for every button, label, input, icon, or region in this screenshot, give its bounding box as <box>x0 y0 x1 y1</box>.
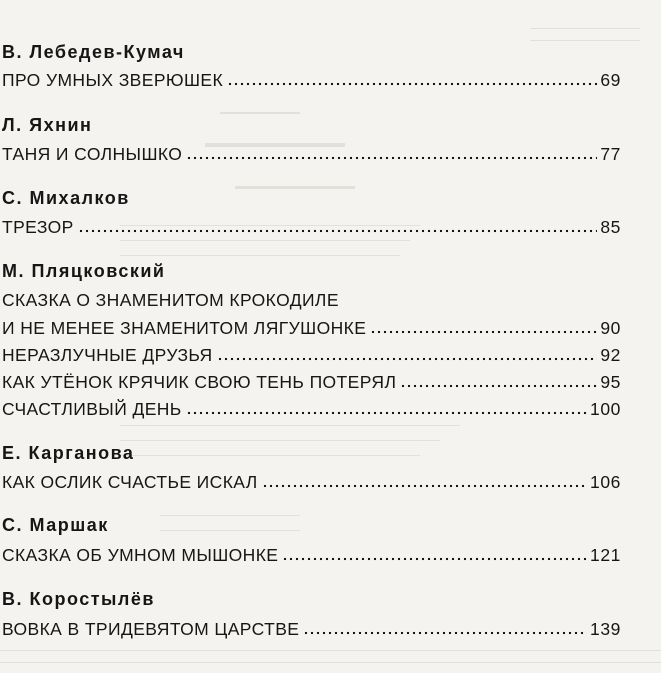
entry-page: 77 <box>600 144 621 164</box>
toc-entry[interactable] <box>2 616 621 640</box>
entry-page: 90 <box>600 318 621 338</box>
dot-leader <box>217 357 598 361</box>
entry-title: ТРЕЗОР <box>2 217 74 237</box>
entry-title: ТАНЯ И СОЛНЫШКО <box>2 144 183 164</box>
entry-page: 106 <box>590 472 621 492</box>
author-name: В. Коростылёв <box>2 589 155 609</box>
dot-leader <box>262 484 587 488</box>
dot-leader <box>400 384 597 388</box>
entry-title: И НЕ МЕНЕЕ ЗНАМЕНИТОМ ЛЯГУШОНКЕ <box>2 318 367 338</box>
dot-leader <box>227 82 597 86</box>
toc-entry[interactable] <box>2 542 621 566</box>
entry-page: 92 <box>600 345 621 365</box>
entry-page: 139 <box>590 619 621 639</box>
entry-page: 121 <box>590 545 621 565</box>
entry-title: ВОВКА В ТРИДЕВЯТОМ ЦАРСТВЕ <box>2 619 300 639</box>
entry-title-line[interactable]: СКАЗКА О ЗНАМЕНИТОМ КРОКОДИЛЕ <box>2 290 339 310</box>
entry-title: СЧАСТЛИВЫЙ ДЕНЬ <box>2 399 182 419</box>
toc-entry[interactable] <box>2 214 621 238</box>
toc-entry[interactable] <box>2 141 621 165</box>
entry-title: КАК УТЁНОК КРЯЧИК СВОЮ ТЕНЬ ПОТЕРЯЛ <box>2 372 397 392</box>
entry-page: 95 <box>600 372 621 392</box>
toc-entry[interactable] <box>2 67 621 91</box>
toc-entry[interactable] <box>2 369 621 393</box>
author-name: Е. Карганова <box>2 443 135 463</box>
author-name: С. Михалков <box>2 188 130 208</box>
toc-entry[interactable] <box>2 396 621 420</box>
entry-title: ПРО УМНЫХ ЗВЕРЮШЕК <box>2 70 224 90</box>
entry-title: КАК ОСЛИК СЧАСТЬЕ ИСКАЛ <box>2 472 258 492</box>
entry-page: 100 <box>590 399 621 419</box>
toc-entry[interactable] <box>2 315 621 339</box>
toc-entry[interactable] <box>2 342 621 366</box>
dot-leader <box>78 229 598 233</box>
entry-page: 85 <box>600 217 621 237</box>
author-name: Л. Яхнин <box>2 115 93 135</box>
dot-leader <box>282 557 587 561</box>
dot-leader <box>186 411 587 415</box>
dot-leader <box>303 631 587 635</box>
author-name: М. Пляцковский <box>2 261 166 281</box>
toc-entry[interactable] <box>2 469 621 493</box>
entry-title: НЕРАЗЛУЧНЫЕ ДРУЗЬЯ <box>2 345 213 365</box>
author-name: В. Лебедев-Кумач <box>2 42 185 62</box>
dot-leader <box>186 156 597 160</box>
author-name: С. Маршак <box>2 515 109 535</box>
entry-title: СКАЗКА ОБ УМНОМ МЫШОНКЕ <box>2 545 279 565</box>
entry-page: 69 <box>600 70 621 90</box>
dot-leader <box>370 330 597 334</box>
